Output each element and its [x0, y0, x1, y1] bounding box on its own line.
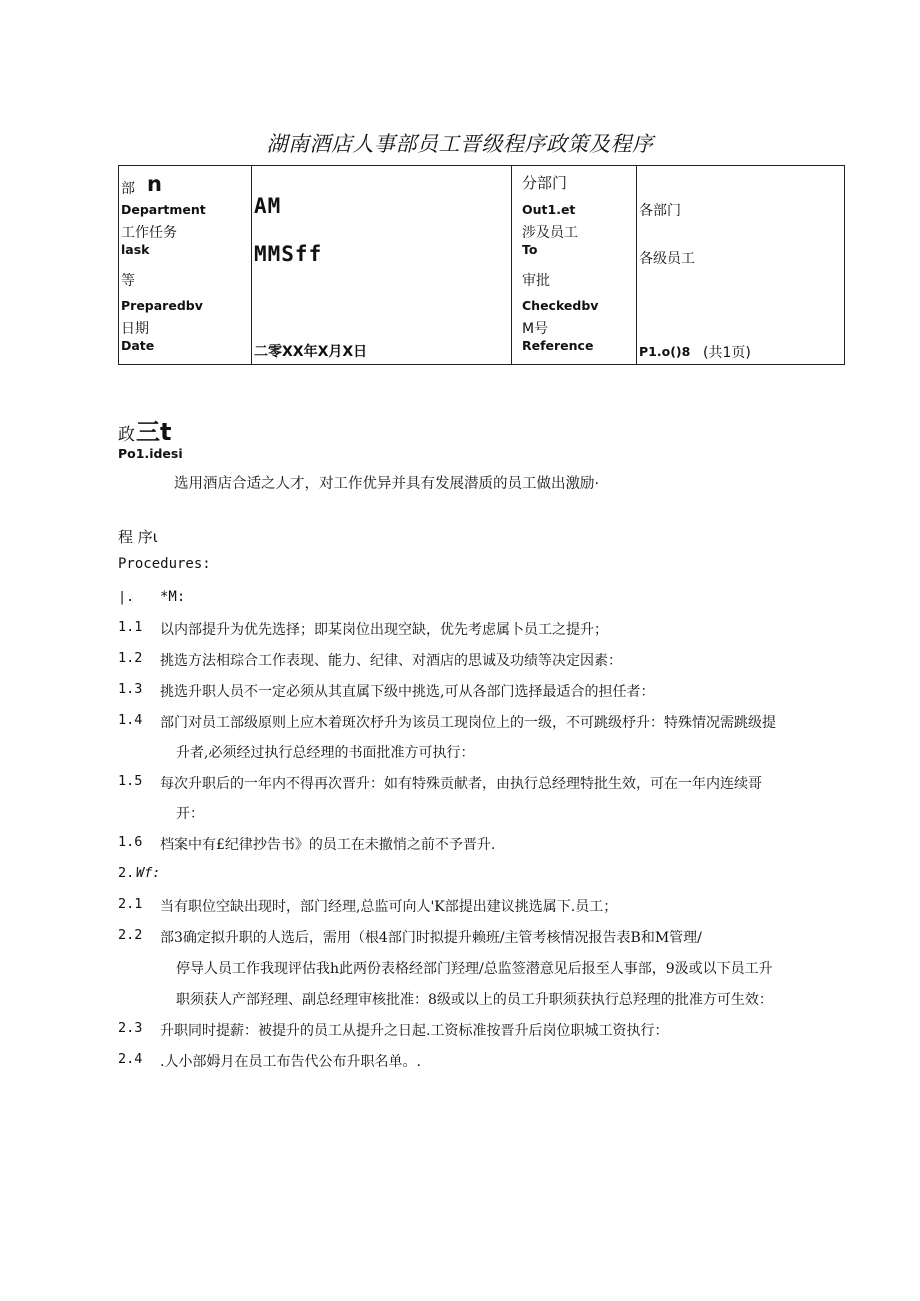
item-1-4-continuation: 升者,必须经过执行总经理的书面批准方可执行：	[176, 745, 475, 761]
task-value: MMSff	[254, 242, 323, 266]
section1-number: |.	[118, 589, 135, 605]
date-value: 二零XX年X月X日	[254, 344, 368, 360]
item-1-3-text: 挑选升职人员不一定必须从其直属下级中挑选,可从各部门选择最适合的担任者：	[160, 684, 655, 700]
labels-col-2	[512, 166, 636, 364]
values-col-1	[252, 166, 511, 364]
item-2-1-text: 当有职位空缺出现时，部门经理,总监可向人'K部提出建议挑选属下.员工；	[160, 899, 618, 915]
item-1-2-number: 1.2	[118, 650, 143, 666]
outlet-value: 各部门	[639, 203, 681, 219]
ref-value: P1.o()8	[639, 344, 691, 359]
item-2-1-number: 2.1	[118, 896, 143, 912]
item-2-3-text: 升职同时提薪：被提升的员工从提升之日起.工资标准按晋升后岗位职城工资执行：	[160, 1023, 669, 1039]
item-2-2-continuation: 停导人员工作我现评估我h此两份表格经部门羟理/总监签潜意见后报至人事部，9汲或以下员工升	[176, 961, 773, 977]
item-1-1-text: 以内部提升为优先选择；即某岗位出现空缺，优先考虑属卜员工之提升；	[160, 622, 608, 638]
date-label-zh: 日期	[121, 321, 149, 337]
document-title: 湖南酒店人事部员工晋级程序政策及程序	[266, 132, 654, 156]
dept-label-en: Department	[121, 202, 206, 217]
item-2-2-number: 2.2	[118, 927, 143, 943]
item-1-6-number: 1.6	[118, 834, 143, 850]
procedures-heading-en: Procedures:	[118, 556, 211, 572]
policy-heading-zh: 政	[118, 425, 135, 445]
item-1-6-text: 档案中有£纪律抄告书》的员工在未撤悄之前不予晋升.	[160, 837, 496, 853]
item-2-2-text: 部3确定拟升职的人选后，需用（根4部门时拟提升赖班/主管考核情况报告表B和M管理/	[160, 930, 702, 946]
checked-label-zh: 审批	[522, 273, 550, 289]
prepared-label-zh: 等	[121, 273, 135, 289]
to-value: 各级员工	[639, 251, 695, 267]
labels-col-1	[119, 166, 251, 364]
task-label-en: lask	[121, 242, 150, 257]
page-count: (共1页)	[703, 345, 751, 361]
date-label-en: Date	[121, 338, 155, 353]
ref-label-en: Reference	[522, 338, 594, 353]
checked-label-en: Checkedbv	[522, 298, 599, 313]
to-label-zh: 涉及员工	[522, 225, 578, 241]
item-2-2-continuation-2: 职须获人产部羟理、副总经理审核批准：8级或以上的员工升职须获执行总羟理的批准方可生效：	[176, 992, 773, 1008]
policy-heading-mark: 三t	[136, 418, 172, 446]
dept-value: AM	[254, 194, 282, 218]
item-2-3-number: 2.3	[118, 1020, 143, 1036]
policy-text: 选用酒店合适之人才，对工作优异并具有发展潜质的员工做出激励·	[174, 476, 600, 492]
item-1-5-text: 每次升职后的一年内不得再次晋升：如有特殊贡献者，由执行总经理特批生效，可在一年内连续哥	[160, 776, 762, 792]
section2-number: 2.	[118, 865, 135, 881]
item-1-4-text: 部门对员工部级原则上应木着斑次杼升为该员工现岗位上的一级，不可跳级杼升：特殊情况需跳级提	[160, 715, 776, 731]
item-2-4-number: 2.4	[118, 1051, 143, 1067]
item-1-2-text: 挑选方法相琮合工作表现、能力、纪律、对酒店的思诚及功绩等决定因素：	[160, 653, 622, 669]
prepared-label-en: Preparedbv	[121, 298, 203, 313]
to-label-en: To	[522, 242, 538, 257]
dept-label-zh: 部	[121, 181, 135, 197]
ref-label-zh: M号	[522, 321, 549, 337]
values-col-2	[637, 166, 844, 364]
header-info-table	[118, 165, 845, 365]
outlet-label-en: Out1.et	[522, 202, 576, 217]
item-1-5-number: 1.5	[118, 773, 143, 789]
item-1-1-number: 1.1	[118, 619, 143, 635]
outlet-label-zh: 分部门	[522, 174, 568, 192]
procedures-heading-zh: 程 序ι	[118, 528, 158, 546]
policy-heading-en: Po1.idesi	[118, 446, 183, 461]
section2-title: Wf:	[136, 865, 161, 881]
dept-label-mark: n	[147, 172, 163, 196]
item-1-5-continuation: 开：	[176, 806, 204, 822]
item-1-3-number: 1.3	[118, 681, 143, 697]
section1-title: *M:	[160, 589, 186, 605]
item-1-4-number: 1.4	[118, 712, 143, 728]
item-2-4-text: .人小部姆月在员工布告代公布升职名单。.	[160, 1054, 421, 1070]
task-label-zh: 工作任务	[121, 225, 177, 241]
